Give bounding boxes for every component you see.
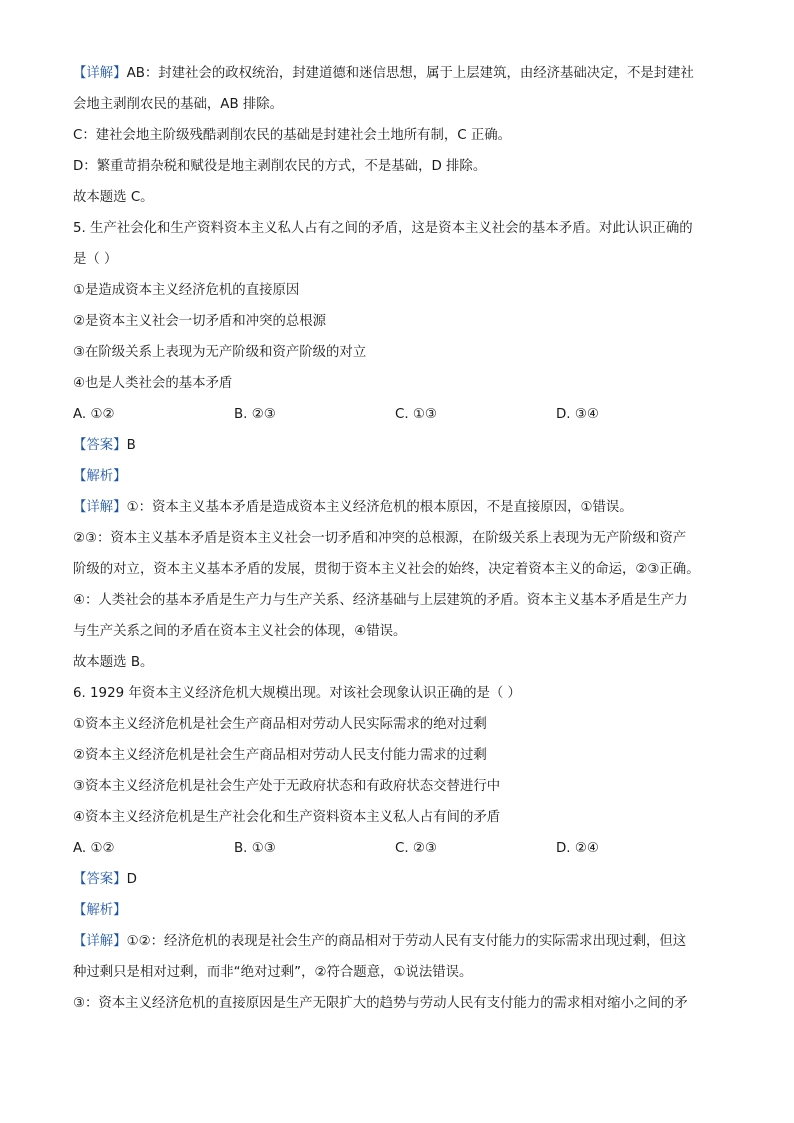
- q6-analysis-tag: 【解析】: [73, 903, 127, 918]
- q5-conclusion: 故本题选 B。: [73, 655, 154, 670]
- q6-detail-line-3: ③：资本主义经济危机的直接原因是生产无限扩大的趋势与劳动人民有支付能力的需求相对缩小之间的矛: [73, 996, 688, 1011]
- q6-options: [73, 833, 722, 864]
- detail-tag: 【详解】: [73, 66, 127, 81]
- q5-detail-line-2: ②③：资本主义基本矛盾是资本主义社会一切矛盾和冲突的总根源，在阶级关系上表现为无产阶级和资产: [73, 531, 687, 546]
- q5-statement-2: ②是资本主义社会一切矛盾和冲突的总根源: [73, 314, 327, 329]
- q6-statement-2: ②资本主义经济危机是社会生产商品相对劳动人民支付能力需求的过剩: [73, 748, 487, 763]
- q6-stem: 6. 1929 年资本主义经济危机大规模出现。对该社会现象认识正确的是（ ）: [73, 686, 521, 701]
- q5-option-c: C. ①③: [395, 407, 437, 422]
- q5-detail-line-4: ④：人类社会的基本矛盾是生产力与生产关系、经济基础与上层建筑的矛盾。资本主义基本矛盾是生产力: [73, 593, 688, 608]
- q5-stem-line-2: 是（ ）: [73, 252, 118, 267]
- q6-option-b: B. ①③: [234, 841, 276, 856]
- detail-tag: 【详解】: [73, 500, 127, 515]
- q5-detail-line-5: 与生产关系之间的矛盾在资本主义社会的体现，④错误。: [73, 624, 407, 639]
- q6-answer: 【答案】D: [73, 872, 137, 887]
- q6-detail-line-2: 种过剩只是相对过剩，而非“绝对过剩”，②符合题意，①说法错误。: [73, 965, 473, 980]
- q5-option-d: D. ③④: [556, 407, 599, 422]
- q4-detail-line-1: 【详解】AB：封建社会的政权统治，封建道德和迷信思想，属于上层建筑，由经济基础决定，不是封建社: [73, 66, 694, 81]
- q6-option-c: C. ②③: [395, 841, 437, 856]
- q6-statement-3: ③资本主义经济危机是社会生产处于无政府状态和有政府状态交替进行中: [73, 779, 501, 794]
- q5-option-b: B. ②③: [234, 407, 276, 422]
- q4-detail-d: D：繁重苛捐杂税和赋役是地主剥削农民的方式，不是基础，D 排除。: [73, 159, 487, 174]
- answer-tag: 【答案】: [73, 438, 127, 453]
- q5-statement-3: ③在阶级关系上表现为无产阶级和资产阶级的对立: [73, 345, 367, 360]
- q5-answer: 【答案】B: [73, 438, 136, 453]
- detail-tag: 【详解】: [73, 934, 127, 949]
- q5-statement-4: ④也是人类社会的基本矛盾: [73, 376, 233, 391]
- answer-tag: 【答案】: [73, 872, 127, 887]
- q6-statement-4: ④资本主义经济危机是生产社会化和生产资料资本主义私人占有间的矛盾: [73, 810, 501, 825]
- q6-detail-line-1: 【详解】①②：经济危机的表现是社会生产的商品相对于劳动人民有支付能力的实际需求出现过剩，但这: [73, 934, 687, 949]
- q5-detail-line-1: 【详解】①：资本主义基本矛盾是造成资本主义经济危机的根本原因，不是直接原因，①错误。: [73, 500, 633, 515]
- q5-analysis-tag: 【解析】: [73, 469, 127, 484]
- q5-options: [73, 399, 722, 430]
- q4-detail-c: C：建社会地主阶级残酷剥削农民的基础是封建社会土地所有制，C 正确。: [73, 128, 512, 143]
- q6-option-d: D. ②④: [556, 841, 599, 856]
- q4-detail-line-2: 会地主剥削农民的基础，AB 排除。: [73, 97, 284, 112]
- q5-stem-line-1: 5. 生产社会化和生产资料资本主义私人占有之间的矛盾，这是资本主义社会的基本矛盾。对此认识正确的: [73, 221, 693, 236]
- q4-conclusion: 故本题选 C。: [73, 190, 154, 205]
- q6-statement-1: ①资本主义经济危机是社会生产商品相对劳动人民实际需求的绝对过剩: [73, 717, 487, 732]
- q6-option-a: A. ①②: [73, 841, 115, 856]
- q5-detail-line-3: 阶级的对立，资本主义基本矛盾的发展，贯彻于资本主义社会的始终，决定着资本主义的命运，②③正确。: [73, 562, 700, 577]
- q5-statement-1: ①是造成资本主义经济危机的直接原因: [73, 283, 300, 298]
- q5-option-a: A. ①②: [73, 407, 115, 422]
